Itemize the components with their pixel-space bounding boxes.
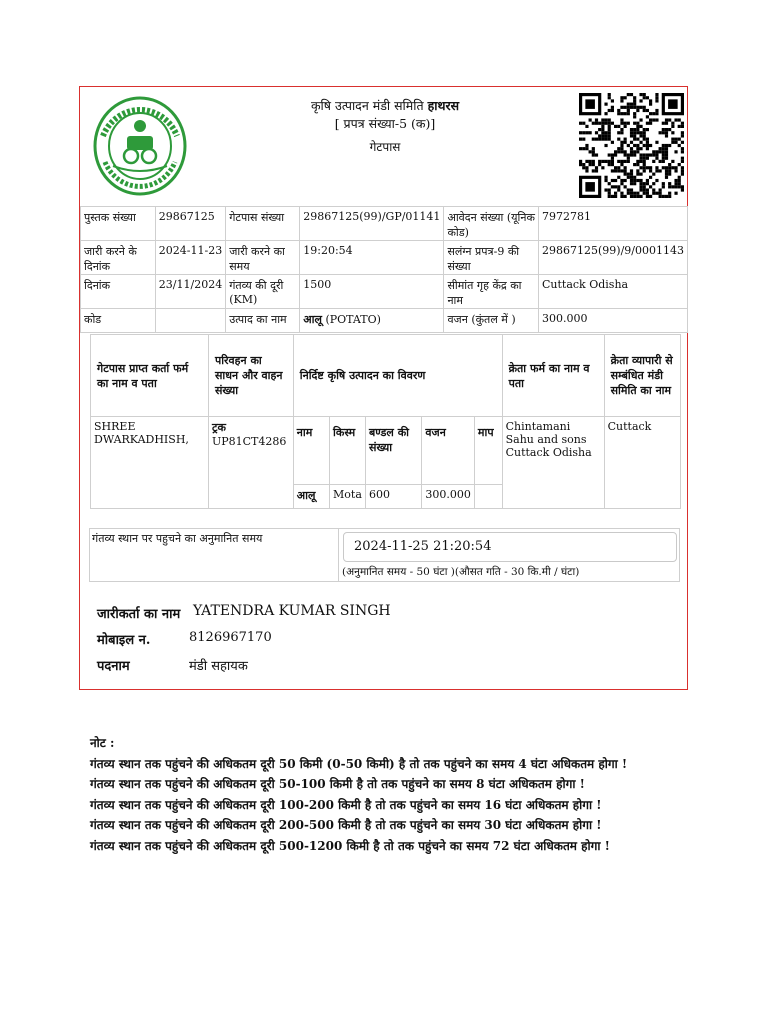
note-line: गंतव्य स्थान तक पहुंचने की अधिकतम दूरी 50-100 किमी है तो तक पहुंचने का समय 8 घंटा अधिकतम होगा ! [90, 777, 585, 791]
app-no-label: आवेदन संख्या (यूनिक कोड) [444, 207, 539, 241]
item-bundles: 600 [366, 485, 422, 509]
sub-type-header: किस्म [330, 417, 366, 485]
form-number: [ प्रपत्र संख्या-5 (क)] [334, 116, 436, 131]
issuer-mobile-row [97, 630, 272, 648]
eta-label: गंतव्य स्थान पर पहुचने का अनुमानित समय [92, 532, 263, 545]
issue-time-label: जारी करने का समय [226, 241, 300, 275]
buyer: Chintamani Sahu and sons Cuttack Odisha [502, 417, 604, 509]
book-no-label: पुस्तक संख्या [81, 207, 156, 241]
transport-header: परिवहन का साधन और वाहन संख्या [208, 335, 293, 417]
item-weight: 300.000 [422, 485, 475, 509]
code [155, 309, 225, 333]
product-label: उत्पाद का नाम [226, 309, 300, 333]
date-label: दिनांक [81, 275, 156, 309]
committee-title: कृषि उत्पादन मंडी समिति हाथरस [310, 98, 460, 113]
issuer-name: YATENDRA KUMAR SINGH [193, 603, 391, 619]
weight-label: वजन (कुंतल में ) [444, 309, 539, 333]
vehicle: ट्रक UP81CT4286 [208, 417, 293, 509]
issuer-mobile-label: मोबाइल न. [97, 633, 151, 648]
distance: 1500 [300, 275, 444, 309]
note-line: गंतव्य स्थान तक पहुंचने की अधिकतम दूरी 100-200 किमी है तो तक पहुंचने का समय 16 घंटा अधिकतम होगा ! [90, 797, 602, 812]
receiver: SHREE DWARKADHISH, [91, 417, 209, 509]
product: आलू (POTATO) [300, 309, 444, 333]
issue-date-label: जारी करने के दिनांक [81, 241, 156, 275]
issuer-mobile: 8126967170 [189, 630, 272, 645]
sub-bundles-header: बण्डल की संख्या [366, 417, 422, 485]
issue-date: 2024-11-23 [155, 241, 225, 275]
receiver-header: गेटपास प्राप्त कर्ता फर्म का नाम व पता [91, 335, 209, 417]
item-name: आलू [293, 485, 329, 509]
note-line: गंतव्य स्थान तक पहुंचने की अधिकतम दूरी 500-1200 किमी है तो तक पहुंचने का समय 72 घंटा अधिकतम होगा ! [90, 838, 610, 853]
buyer-committee-header: क्रेता व्यापारी से सम्बंधित मंडी समिति का नाम [604, 335, 680, 417]
item-measure [474, 485, 502, 509]
issuer-name-label: जारीकर्ता का नाम [97, 607, 181, 622]
issuer-name-row [97, 603, 391, 622]
issuer-post-row [97, 656, 248, 674]
eta-note: (अनुमानित समय - 50 घंटा )(औसत गति - 30 कि.मी / घंटा) [342, 566, 580, 578]
note-line: गंतव्य स्थान तक पहुंचने की अधिकतम दूरी 200-500 किमी है तो तक पहुंचने का समय 30 घंटा अधिकतम होगा ! [90, 818, 602, 832]
book-no: 29867125 [155, 207, 225, 241]
notes [90, 733, 627, 856]
code-label: कोड [81, 309, 156, 333]
date: 23/11/2024 [155, 275, 225, 309]
gatepass-info-table [80, 206, 688, 333]
notes-title: नोट : [90, 736, 115, 750]
issue-time: 19:20:54 [300, 241, 444, 275]
distance-label: गंतव्य की दूरी (KM) [226, 275, 300, 309]
goods-table [90, 334, 681, 509]
attached-label: सलंग्न प्रपत्र-9 की संख्या [444, 241, 539, 275]
mandi-parishad-logo [93, 96, 187, 196]
border-label: सीमांत गृह केंद्र का नाम [444, 275, 539, 309]
attached: 29867125(99)/9/0001143 [539, 241, 688, 275]
buyer-committee: Cuttack [604, 417, 680, 509]
border: Cuttack Odisha [539, 275, 688, 309]
sub-measure-header: माप [474, 417, 502, 485]
weight: 300.000 [539, 309, 688, 333]
gatepass-no: 29867125(99)/GP/01141 [300, 207, 444, 241]
item-type: Mota [330, 485, 366, 509]
note-line: गंतव्य स्थान तक पहुंचने की अधिकतम दूरी 50 किमी (0-50 किमी) है तो तक पहुंचने का समय 4 घंटा अधिकतम होगा ! [90, 756, 628, 771]
document-title: गेटपास [369, 140, 401, 154]
sub-weight-header: वजन [422, 417, 475, 485]
issuer-post: मंडी सहायक [189, 659, 248, 674]
buyer-header: क्रेता फर्म का नाम व पता [502, 335, 604, 417]
eta-value: 2024-11-25 21:20:54 [343, 532, 677, 562]
app-no: 7972781 [539, 207, 688, 241]
description-header: निर्दिष्ट कृषि उत्पादन का विवरण [293, 335, 502, 417]
qr-code [579, 93, 684, 198]
eta-divider [338, 528, 339, 582]
gatepass-no-label: गेटपास संख्या [226, 207, 300, 241]
issuer-post-label: पदनाम [97, 659, 130, 674]
sub-name-header: नाम [293, 417, 329, 485]
